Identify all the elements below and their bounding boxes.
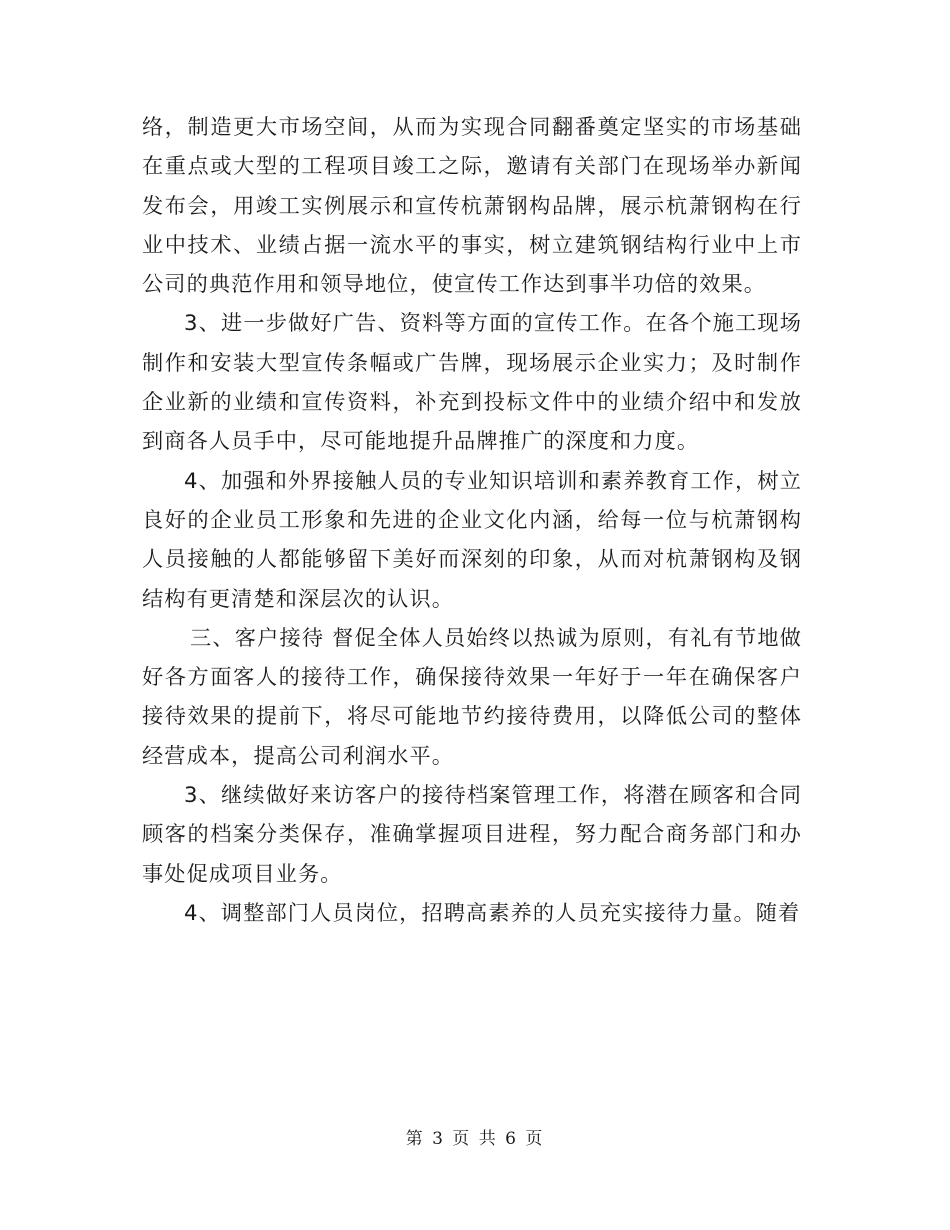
- paragraph-item-3-advertising: 3、进一步做好广告、资料等方面的宣传工作。在各个施工现场制作和安装大型宣传条幅或广告牌，现场展示企业实力；及时制作企业新的业绩和宣传资料，补充到投标文件中的业绩介绍中和发放到商各人员手中，尽可能地提升品牌推广的深度和力度。: [142, 310, 802, 454]
- paragraph-item-4-training: 4、加强和外界接触人员的专业知识培训和素养教育工作，树立良好的企业员工形象和先进的企业文化内涵，给每一位与杭萧钢构人员接触的人都能够留下美好而深刻的印象，从而对杭萧钢构及钢结构有更清楚和深层次的认识。: [142, 467, 802, 611]
- body-text: [142, 107, 802, 932]
- paragraph-item-3-archives: 3、继续做好来访客户的接待档案管理工作，将潜在顾客和合同顾客的档案分类保存，准确掌握项目进程，努力配合商务部门和办事处促成项目业务。: [142, 782, 802, 886]
- paragraph-item-4-staffing: 4、调整部门人员岗位，招聘高素养的人员充实接待力量。随着: [184, 899, 801, 925]
- paragraph-section-3-customer-reception: 三、客户接待 督促全体人员始终以热诚为原则，有礼有节地做好各方面客人的接待工作，确保接待效果一年好于一年在确保客户接待效果的提前下，将尽可能地节约接待费用，以降低公司的整体经营成本，提高公司利润水平。: [142, 624, 802, 768]
- page-number-footer: 第 3 页 共 6 页: [405, 1129, 545, 1149]
- paragraph-continuation: 络，制造更大市场空间，从而为实现合同翻番奠定坚实的市场基础在重点或大型的工程项目竣工之际，邀请有关部门在现场举办新闻发布会，用竣工实例展示和宣传杭萧钢构品牌，展示杭萧钢构在行业中技术、业绩占据一流水平的事实，树立建筑钢结构行业中上市公司的典范作用和领导地位，使宣传工作达到事半功倍的效果。: [142, 114, 802, 297]
